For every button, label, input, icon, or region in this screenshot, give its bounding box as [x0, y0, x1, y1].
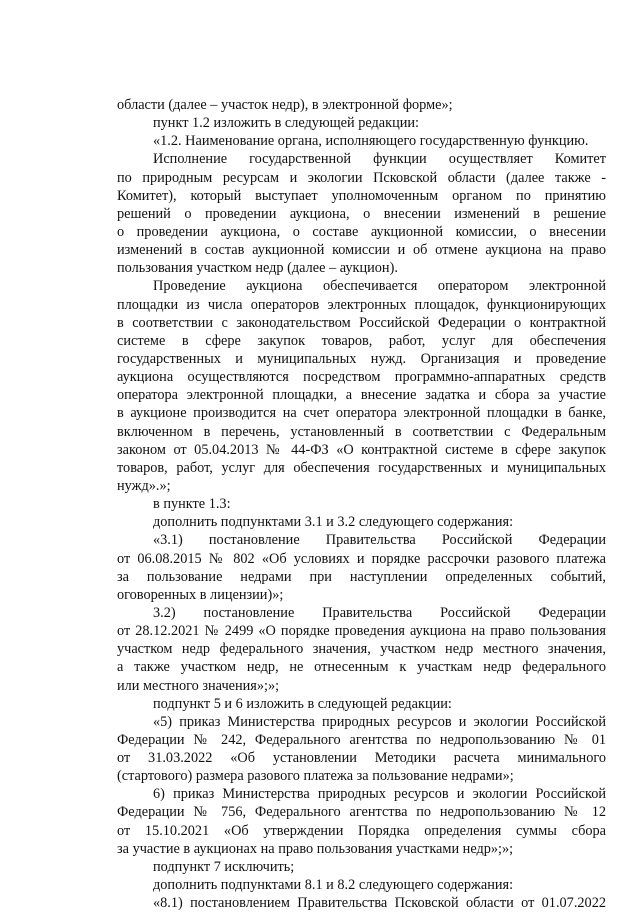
text-line: Проведение аукциона обеспечивается оператором электронной: [153, 278, 606, 295]
text-line: или местного значения»;»;: [117, 677, 280, 694]
text-line: за пользование недрами при наступлении определенных событий,: [117, 568, 606, 585]
text-line: от 15.10.2021 «Об утверждении Порядка определения суммы сбора: [117, 822, 606, 839]
text-line: (стартового) размера разового платежа за пользование недрами»;: [117, 768, 514, 785]
text-line: от 28.12.2021 № 2499 «О порядке проведения аукциона на право пользования: [117, 623, 606, 640]
text-line: от 31.03.2022 «Об установлении Методики расчета минимального: [117, 750, 606, 767]
text-line: оговоренных в лицензии)»;: [117, 586, 284, 603]
text-line: участком недр федерального значения, участком недр местного значения,: [117, 641, 606, 658]
text-line: в аукционе производится на счет оператора электронной площадки в банке,: [117, 405, 606, 422]
text-line: по природным ресурсам и экологии Псковской области (далее также -: [117, 169, 606, 186]
text-line: дополнить подпунктами 8.1 и 8.2 следующего содержания:: [153, 877, 514, 894]
text-line: изменений в состав аукционной комиссии и об отмене аукциона на право: [117, 242, 606, 259]
text-line: площадки из числа операторов электронных площадок, функционирующих: [117, 296, 606, 313]
text-line: а также участком недр, не отнесенным к участкам недр федерального: [117, 659, 606, 676]
text-line: товаров, работ, услуг для обеспечения государственных и муниципальных: [117, 459, 606, 476]
text-line: в соответствии с законодательством Российской Федерации о контрактной: [117, 314, 606, 331]
text-line: подпункт 5 и 6 изложить в следующей редакции:: [153, 695, 452, 712]
text-line: 6) приказ Министерства природных ресурсов и экологии Российской: [153, 786, 606, 803]
text-line: Комитет), который выступает уполномоченным органом по принятию: [117, 187, 606, 204]
text-line: дополнить подпунктами 3.1 и 3.2 следующего содержания:: [153, 514, 514, 531]
text-line: нужд».»;: [117, 477, 171, 494]
text-line: «1.2. Наименование органа, исполняющего государственную функцию.: [153, 133, 589, 150]
text-line: Федерации № 242, Федерального агентства по недропользованию № 01: [117, 731, 606, 748]
text-line: системе в сфере закупок товаров, работ, услуг для обеспечения: [117, 332, 606, 349]
text-line: Исполнение государственной функции осуществляет Комитет: [153, 151, 606, 168]
text-line: аукциона осуществляются посредством программно-аппаратных средств: [117, 369, 606, 386]
document-body: [117, 96, 606, 912]
text-line: оператора электронной площадки, а внесение задатка и сбора за участие: [117, 387, 606, 404]
text-line: подпункт 7 исключить;: [153, 858, 295, 875]
text-line: государственных и муниципальных нужд. Организация и проведение: [117, 350, 606, 367]
text-line: Федерации № 756, Федерального агентства по недропользованию № 12: [117, 804, 606, 821]
text-line: в пункте 1.3:: [153, 496, 231, 513]
text-line: законом от 05.04.2013 № 44-ФЗ «О контрактной системе в сфере закупок: [117, 441, 606, 458]
text-line: включенном в перечень, установленный в соответствии с Федеральным: [117, 423, 606, 440]
text-line: пользования участком недр (далее – аукцион).: [117, 260, 398, 277]
text-line: о проведении аукциона, о составе аукционной комиссии, о внесении: [117, 223, 606, 240]
text-line: «8.1) постановлением Правительства Псковской области от 01.07.2022: [153, 895, 606, 912]
text-line: «3.1) постановление Правительства Российской Федерации: [153, 532, 606, 549]
text-line: пункт 1.2 изложить в следующей редакции:: [153, 115, 420, 132]
text-line: решений о проведении аукциона, о внесении изменений в решение: [117, 205, 606, 222]
text-line: «5) приказ Министерства природных ресурсов и экологии Российской: [153, 713, 606, 730]
text-line: от 06.08.2015 № 802 «Об условиях и порядке рассрочки разового платежа: [117, 550, 606, 567]
text-line: 3.2) постановление Правительства Российской Федерации: [153, 604, 606, 621]
text-line: области (далее – участок недр), в электронной форме»;: [117, 97, 453, 113]
text-line: за участие в аукционах на право пользования участками недр»;»;: [117, 840, 514, 857]
